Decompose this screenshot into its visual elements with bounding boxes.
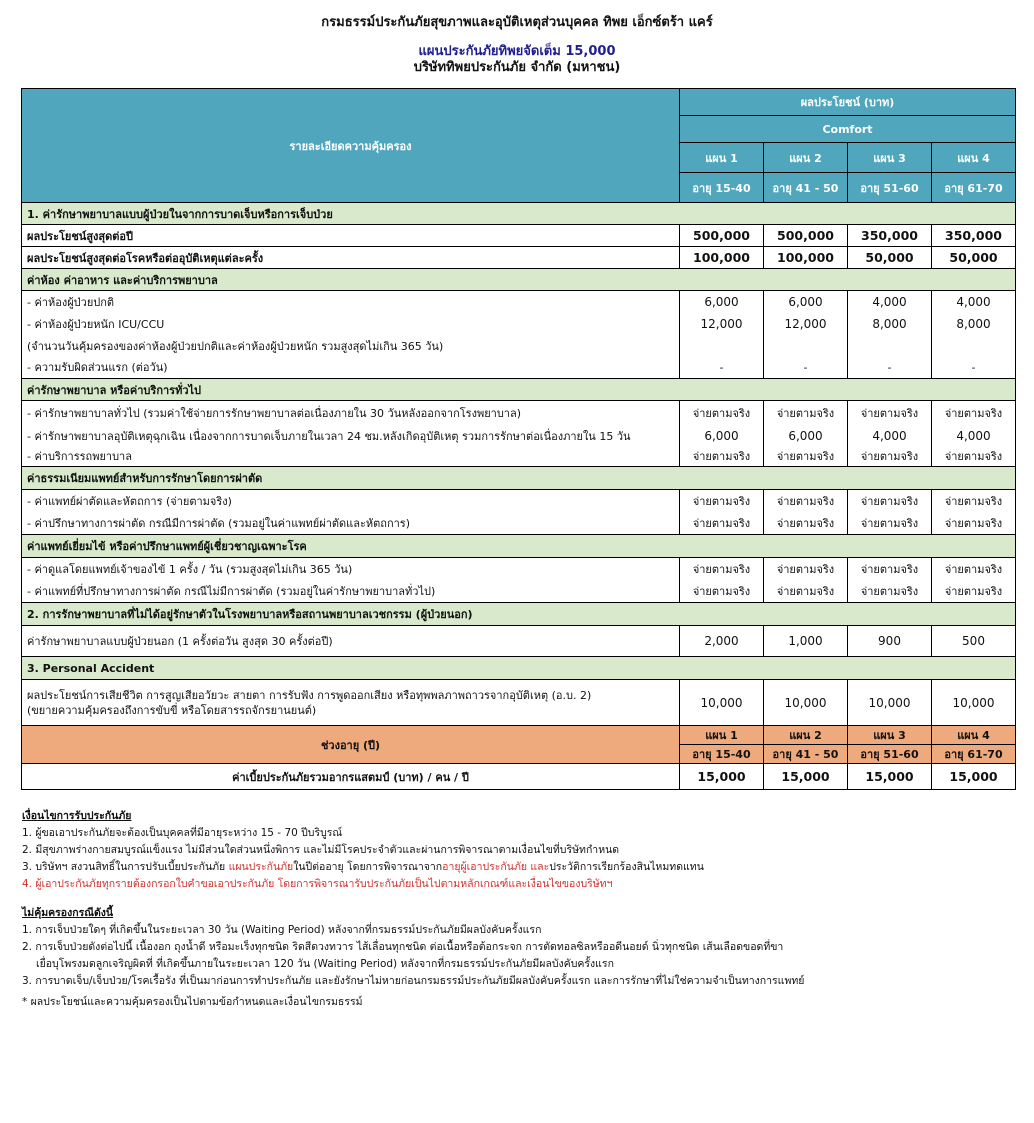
- table-row: [22, 680, 1016, 726]
- section-title: 3. Personal Accident: [22, 657, 1016, 680]
- row-value: 10,000: [932, 680, 1016, 726]
- age-header: อายุ 51-60: [848, 173, 932, 203]
- table-row: [22, 313, 1016, 335]
- package-name: Comfort: [680, 116, 1016, 143]
- row-value: จ่ายตามจริง: [764, 447, 848, 467]
- row-value: -: [932, 357, 1016, 379]
- condition-highlight: แผนประกันภัย: [228, 861, 294, 873]
- table-row: [22, 626, 1016, 657]
- company-name: บริษัททิพยประกันภัย จำกัด (มหาชน): [413, 60, 621, 75]
- plan-label: แผน 3: [848, 726, 932, 745]
- age-label: อายุ 61-70: [932, 745, 1016, 764]
- pa-line-2: (ขยายความคุ้มครองถึงการขับขี่ หรือโดยสารรถจักรยานยนต์): [27, 703, 317, 717]
- table-row: [22, 513, 1016, 535]
- row-value: จ่ายตามจริง: [764, 558, 848, 581]
- row-value: 8,000: [848, 313, 932, 335]
- age-range-label: ช่วงอายุ (ปี): [22, 726, 680, 764]
- section-title: 2. การรักษาพยาบาลที่ไม่ได้อยู่รักษาตัวในโรงพยาบาลหรือสถานพยาบาลเวชกรรม (ผู้ป่วยนอก): [22, 603, 1016, 626]
- premium-label: ค่าเบี้ยประกันภัยรวมอากรแสตมป์ (บาท) / คน / ปี: [22, 764, 680, 790]
- row-value: จ่ายตามจริง: [848, 490, 932, 513]
- row-value: จ่ายตามจริง: [764, 581, 848, 603]
- row-value: 2,000: [680, 626, 764, 657]
- row-value: 4,000: [932, 425, 1016, 447]
- age-label: อายุ 41 - 50: [764, 745, 848, 764]
- row-value: จ่ายตามจริง: [932, 401, 1016, 425]
- row-value: จ่ายตามจริง: [848, 513, 932, 535]
- row-label: - ค่ารักษาพยาบาลอุบัติเหตุฉุกเฉิน เนื่องจากการบาดเจ็บภายในเวลา 24 ชม.หลังเกิดอุบัติเหตุ รวมการรักษาต่อเนื่องภายใน 15 วัน: [22, 425, 680, 447]
- age-header: อายุ 61-70: [932, 173, 1016, 203]
- conditions-heading: เงื่อนไขการรับประกันภัย: [22, 810, 132, 822]
- detail-header: รายละเอียดความคุ้มครอง: [22, 89, 680, 203]
- row-value: จ่ายตามจริง: [764, 490, 848, 513]
- section-title: 1. ค่ารักษาพยาบาลแบบผู้ป่วยในจากการบาดเจ็บหรือการเจ็บป่วย: [22, 203, 1016, 225]
- subsection-title: ค่าแพทย์เยี่ยมไข้ หรือค่าปรึกษาแพทย์ผู้เชี่ยวชาญเฉพาะโรค: [22, 535, 1016, 558]
- table-row: [22, 335, 1016, 357]
- row-value: จ่ายตามจริง: [764, 513, 848, 535]
- row-value: -: [680, 357, 764, 379]
- table-row: [22, 225, 1016, 247]
- condition-item: 2. มีสุขภาพร่างกายสมบูรณ์แข็งแรง ไม่มีส่วนใดส่วนหนึ่งพิการ และไม่มีโรคประจำตัวและผ่านการพิจารณาตามเงื่อนไขที่บริษัทกำหนด: [22, 844, 620, 856]
- row-value: 6,000: [764, 291, 848, 313]
- row-value: 10,000: [848, 680, 932, 726]
- exclusion-item: 3. การบาดเจ็บ/เจ็บป่วย/โรคเรื้อรัง ที่เป็นมาก่อนการทำประกันภัย และยังรักษาไม่หายก่อนกรมธรรม์ประกันภัยมีผลบังคับครั้งแรก และการรักษาที่ไม่ใช่ความจำเป็นทางการแพทย์: [22, 975, 805, 987]
- row-value: จ่ายตามจริง: [932, 447, 1016, 467]
- row-value: จ่ายตามจริง: [848, 581, 932, 603]
- exclusion-item: 2. การเจ็บป่วยดังต่อไปนี้ เนื้องอก ถุงน้ำดี หรือมะเร็งทุกชนิด ริดสีดวงทวาร ไส้เลื่อนทุกชนิด ต่อเนื้อหรือต้อกระจก การตัดทอลซิลหรืออดีนอยด์ นิ่วทุกชนิด เส้นเลือดขอดที่ขา: [22, 941, 784, 953]
- row-label: - ค่าปรึกษาทางการผ่าตัด กรณีมีการผ่าตัด (รวมอยู่ในค่าแพทย์ผ่าตัดและหัตถการ): [22, 513, 680, 535]
- row-value: จ่ายตามจริง: [680, 558, 764, 581]
- plan-name: แผนประกันภัยทิพยจัดเต็ม 15,000: [418, 44, 616, 59]
- row-label: - ค่าดูแลโดยแพทย์เจ้าของไข้ 1 ครั้ง / วัน (รวมสูงสุดไม่เกิน 365 วัน): [22, 558, 680, 581]
- table-row: [22, 357, 1016, 379]
- exclusion-item-cont: เยื่อบุโพรงมดลูกเจริญผิดที่ ที่เกิดขึ้นภายในระยะเวลา 120 วัน (Waiting Period) หลังจากที่กรมธรรม์ประกันภัยมีผลบังคับครั้งแรก: [36, 958, 614, 970]
- plan-header: แผน 3: [848, 143, 932, 173]
- row-value: 50,000: [848, 247, 932, 269]
- premium-row: [22, 764, 1016, 790]
- row-value: 10,000: [680, 680, 764, 726]
- condition-text: ประวัติการเรียกร้องสินไหมทดแทน: [549, 861, 704, 873]
- row-value: 500,000: [680, 225, 764, 247]
- premium-value: 15,000: [848, 764, 932, 790]
- age-header: อายุ 15-40: [680, 173, 764, 203]
- table-row: [22, 581, 1016, 603]
- subsection-title: ค่ารักษาพยาบาล หรือค่าบริการทั่วไป: [22, 379, 1016, 401]
- row-value: จ่ายตามจริง: [680, 581, 764, 603]
- benefit-header: ผลประโยชน์ (บาท): [680, 89, 1016, 116]
- row-value: 4,000: [848, 425, 932, 447]
- row-value: 8,000: [932, 313, 1016, 335]
- row-value: -: [848, 357, 932, 379]
- age-label: อายุ 15-40: [680, 745, 764, 764]
- subsection-title: ค่าห้อง ค่าอาหาร และค่าบริการพยาบาล: [22, 269, 1016, 291]
- row-value: 900: [848, 626, 932, 657]
- row-value: จ่ายตามจริง: [680, 401, 764, 425]
- row-value: 6,000: [764, 425, 848, 447]
- exclusion-item: 1. การเจ็บป่วยใดๆ ที่เกิดขึ้นในระยะเวลา 30 วัน (Waiting Period) หลังจากที่กรมธรรม์ประกันภัยมีผลบังคับครั้งแรก: [22, 924, 542, 936]
- row-value: 350,000: [932, 225, 1016, 247]
- document-header: [0, 14, 1034, 76]
- plan-label: แผน 2: [764, 726, 848, 745]
- row-label: ผลประโยชน์สูงสุดต่อโรคหรือต่ออุบัติเหตุแต่ละครั้ง: [22, 247, 680, 269]
- row-value: 100,000: [764, 247, 848, 269]
- table-row: [22, 291, 1016, 313]
- room-note: (จำนวนวันคุ้มครองของค่าห้องผู้ป่วยปกติและค่าห้องผู้ป่วยหนัก รวมสูงสุดไม่เกิน 365 วัน): [22, 335, 680, 357]
- row-value: 4,000: [932, 291, 1016, 313]
- row-label: ค่ารักษาพยาบาลแบบผู้ป่วยนอก (1 ครั้งต่อวัน สูงสุด 30 ครั้งต่อปี): [22, 626, 680, 657]
- condition-text: ในปีต่ออายุ โดยการพิจารณาจาก: [293, 861, 443, 873]
- pa-line-1: ผลประโยชน์การเสียชีวิต การสูญเสียอวัยวะ สายตา การรับฟัง การพูดออกเสียง หรือทุพพลภาพถาวรจากอุบัติเหตุ (อ.บ. 2): [27, 688, 592, 702]
- plan-header: แผน 4: [932, 143, 1016, 173]
- row-value: 50,000: [932, 247, 1016, 269]
- row-value: จ่ายตามจริง: [848, 447, 932, 467]
- row-value: 10,000: [764, 680, 848, 726]
- age-label: อายุ 51-60: [848, 745, 932, 764]
- row-label: - ค่าแพทย์ที่ปรึกษาทางการผ่าตัด กรณีไม่มีการผ่าตัด (รวมอยู่ในค่ารักษาพยาบาลทั่วไป): [22, 581, 680, 603]
- row-label: - ค่าบริการรถพยาบาล: [22, 447, 680, 467]
- row-value: จ่ายตามจริง: [848, 401, 932, 425]
- plan-header: แผน 2: [764, 143, 848, 173]
- row-value: 500: [932, 626, 1016, 657]
- row-value: จ่ายตามจริง: [680, 490, 764, 513]
- row-value: จ่ายตามจริง: [680, 513, 764, 535]
- row-value: 6,000: [680, 291, 764, 313]
- table-row: [22, 247, 1016, 269]
- condition-item: 1. ผู้ขอเอาประกันภัยจะต้องเป็นบุคคลที่มีอายุระหว่าง 15 - 70 ปีบริบูรณ์: [22, 827, 343, 839]
- row-value: 350,000: [848, 225, 932, 247]
- condition-text: 3. บริษัทฯ สงวนสิทธิ์ในการปรับเบี้ยประกันภัย: [22, 861, 229, 873]
- age-header: อายุ 41 - 50: [764, 173, 848, 203]
- table-row: [22, 447, 1016, 467]
- row-value: จ่ายตามจริง: [932, 581, 1016, 603]
- subsection-title: ค่าธรรมเนียมแพทย์สำหรับการรักษาโดยการผ่าตัด: [22, 467, 1016, 490]
- row-value: 12,000: [764, 313, 848, 335]
- document-title: กรมธรรม์ประกันภัยสุขภาพและอุบัติเหตุส่วนบุคคล ทิพย เอ็กซ์ตร้า แคร์: [321, 15, 713, 30]
- plan-header: แผน 1: [680, 143, 764, 173]
- row-value: 500,000: [764, 225, 848, 247]
- row-value: จ่ายตามจริง: [932, 490, 1016, 513]
- table-row: [22, 401, 1016, 425]
- row-value: 4,000: [848, 291, 932, 313]
- row-label: - ค่าห้องผู้ป่วยหนัก ICU/CCU: [22, 313, 680, 335]
- premium-value: 15,000: [764, 764, 848, 790]
- table-row: [22, 558, 1016, 581]
- row-label: - ความรับผิดส่วนแรก (ต่อวัน): [22, 357, 680, 379]
- conditions-section: [22, 808, 1012, 893]
- footnote: * ผลประโยชน์และความคุ้มครองเป็นไปตามข้อกำหนดและเงื่อนไขกรมธรรม์: [22, 996, 363, 1008]
- table-row: [22, 425, 1016, 447]
- row-value: จ่ายตามจริง: [932, 513, 1016, 535]
- plan-label: แผน 4: [932, 726, 1016, 745]
- row-value: 100,000: [680, 247, 764, 269]
- row-value: จ่ายตามจริง: [848, 558, 932, 581]
- table-row: [22, 490, 1016, 513]
- exclusions-section: [22, 905, 1012, 990]
- row-label: - ค่าแพทย์ผ่าตัดและหัตถการ (จ่ายตามจริง): [22, 490, 680, 513]
- row-value: จ่ายตามจริง: [932, 558, 1016, 581]
- premium-value: 15,000: [932, 764, 1016, 790]
- row-value: จ่ายตามจริง: [764, 401, 848, 425]
- row-value: จ่ายตามจริง: [680, 447, 764, 467]
- plan-label: แผน 1: [680, 726, 764, 745]
- row-label: [22, 680, 680, 726]
- row-value: 12,000: [680, 313, 764, 335]
- row-label: ผลประโยชน์สูงสุดต่อปี: [22, 225, 680, 247]
- benefit-table: [21, 88, 1016, 790]
- condition-item: 4. ผู้เอาประกันภัยทุกรายต้องกรอกใบคำขอเอาประกันภัย โดยการพิจารณารับประกันภัยเป็นไปตามหลักเกณฑ์และเงื่อนไขของบริษัทฯ: [22, 878, 613, 890]
- row-label: - ค่าห้องผู้ป่วยปกติ: [22, 291, 680, 313]
- condition-highlight: อายุผู้เอาประกันภัย และ: [442, 861, 550, 873]
- row-value: 6,000: [680, 425, 764, 447]
- row-label: - ค่ารักษาพยาบาลทั่วไป (รวมค่าใช้จ่ายการรักษาพยาบาลต่อเนื่องภายใน 30 วันหลังออกจากโรงพยาบาล): [22, 401, 680, 425]
- exclusions-heading: ไม่คุ้มครองกรณีดังนี้: [22, 907, 114, 919]
- condition-item: [22, 859, 1012, 876]
- row-value: -: [764, 357, 848, 379]
- row-value: 1,000: [764, 626, 848, 657]
- premium-value: 15,000: [680, 764, 764, 790]
